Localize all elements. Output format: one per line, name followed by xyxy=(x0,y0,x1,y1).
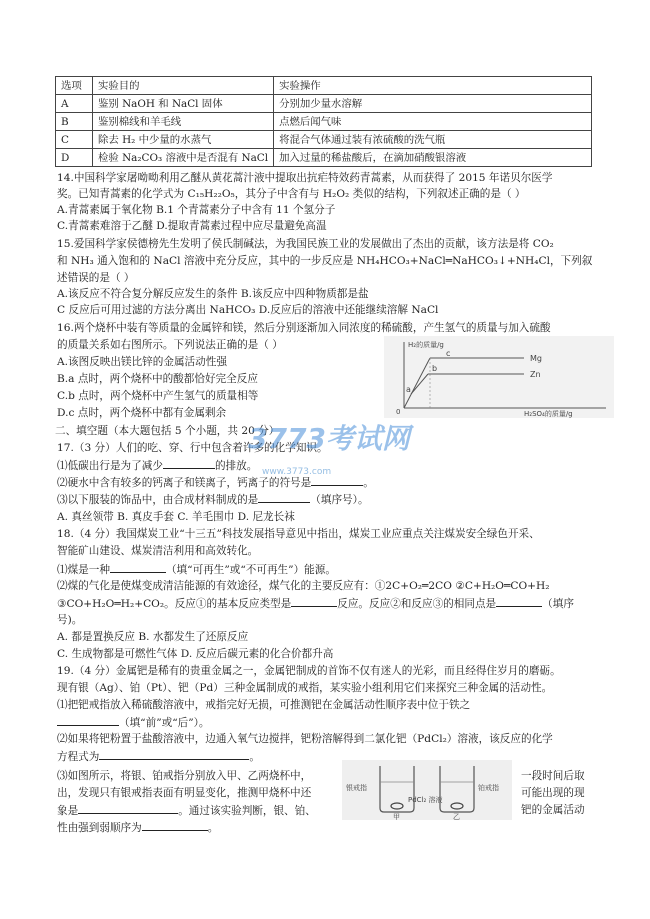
question-19-line: （填“前”或“后”）。 xyxy=(57,715,210,730)
question-19-line: 方程式为 。 xyxy=(57,751,260,763)
graph-origin: 0 xyxy=(396,408,401,416)
table-cell: 鉴别棉线和羊毛线 xyxy=(93,113,274,131)
table-cell: 点燃后闻气味 xyxy=(274,113,592,131)
beaker-right-label: 铂戒指 xyxy=(478,784,499,792)
option-line: A.该反应不符合复分解反应发生的条件 B.该反应中四种物质都是盐 xyxy=(57,288,369,300)
question-19-line: 19.（4 分）金属钯是稀有的贵重金属之一，金属钯制成的首饰不仅有迷人的光彩，而且经得住岁月的磨砺。 xyxy=(57,665,561,677)
table-row xyxy=(56,95,592,113)
table-cell: 检验 Na₂CO₃ 溶液中是否混有 NaCl xyxy=(93,149,274,167)
table-cell: A xyxy=(56,95,93,113)
options-table xyxy=(55,76,592,167)
section-heading: 二、填空题（本大题包括 5 个小题，共 20 分） xyxy=(55,425,280,437)
graph-xlabel: H₂SO₄的质量/g xyxy=(524,410,573,418)
solution-label: PdCl₂ 溶液 xyxy=(408,796,443,804)
graph-series-label: Mg xyxy=(530,354,542,363)
question-19-line: ⑴把钯戒指放入稀硫酸溶液中，戒指完好无损，可推测钯在金属活动性顺序表中位于铁之 xyxy=(57,699,471,711)
question-14-line: 奖。已知青蒿素的化学式为 C₁₅H₂₂O₅，其分子中含有与 H₂O₂ 类似的结构，下列叙述正确的是（ ） xyxy=(57,188,526,200)
question-17-line: ⑵硬水中含有较多的钙离子和镁离子，钙离子的符号是 。 xyxy=(57,477,374,489)
beaker-right-name: 乙 xyxy=(453,813,460,820)
beaker-left-name: 甲 xyxy=(393,813,400,820)
question-19-line: ⑶如图所示，将银、铂戒指分别放入甲、乙两烧杯中， xyxy=(57,770,312,782)
question-17-line: ⑴低碳出行是为了减少 的排放。 xyxy=(57,460,258,472)
table-row xyxy=(56,131,592,149)
option-line: A.青蒿素属于氧化物 B.1 个青蒿素分子中含有 11 个氢分子 xyxy=(57,204,336,216)
question-16-line: 的质量关系如右图所示。下列说法正确的是（ ） xyxy=(57,339,283,351)
question-17-line: 17.（3 分）人们的吃、穿、行中包含着许多的化学知识。 xyxy=(57,442,328,454)
graph-ylabel: H₂的质量/g xyxy=(408,341,444,349)
option-line: D.c 点时，两个烧杯中都有金属剩余 xyxy=(57,407,227,419)
graph-point-label: b xyxy=(432,364,438,373)
question-18-line: 号)。 xyxy=(57,614,83,626)
option-line: C. 生成物都是可燃性气体 D. 反应后碳元素的化合价都升高 xyxy=(57,648,334,660)
question-19-line: 可能出现的现 xyxy=(521,787,585,799)
table-cell: B xyxy=(56,113,93,131)
beakers-figure xyxy=(342,760,512,820)
option-line: B.a 点时，两个烧杯中的酸都恰好完全反应 xyxy=(57,373,258,385)
table-row xyxy=(56,113,592,131)
table-cell: 鉴别 NaOH 和 NaCl 固体 xyxy=(93,95,274,113)
table-cell: 将混合气体通过装有浓硫酸的洗气瓶 xyxy=(274,131,592,149)
hydrogen-mass-graph xyxy=(384,336,614,418)
question-19-line: 一段时间后取 xyxy=(521,770,585,782)
watermark-url: www.3773.com xyxy=(262,467,332,477)
question-19-line: 现有银（Ag）、铂（Pt）、钯（Pd）三种金属制成的戒指，某实验小组利用它们来探究三种金属的活动性。 xyxy=(57,682,553,694)
question-15-line: 15.爱国科学家侯德榜先生发明了侯氏制碱法，为我国民族工业的发展做出了杰出的贡献，该方法是将 CO₂ xyxy=(57,238,554,250)
question-18-line: ⑵煤的气化是使煤变成清洁能源的有效途径，煤气化的主要反应有：①2C+O₂═2CO ②C+H₂O═CO+H₂ xyxy=(57,580,550,592)
question-15-line: 述错误的是（ ） xyxy=(57,272,135,284)
question-18-line: 18.（4 分）我国煤炭工业“十三五”科技发展指导意见中指出，煤炭工业应重点关注煤炭安全绿色开采、 xyxy=(57,528,540,540)
question-16-line: 16.两个烧杯中装有等质量的金属锌和镁，然后分别逐渐加入同浓度的稀硫酸，产生氢气的质量与加入硫酸 xyxy=(57,322,551,334)
table-cell: D xyxy=(56,149,93,167)
table-header-cell: 选项 xyxy=(56,77,93,95)
table-cell: C xyxy=(56,131,93,149)
option-line: A. 都是置换反应 B. 水都发生了还原反应 xyxy=(57,631,249,643)
question-15-line: 和 NH₃ 通入饱和的 NaCl 溶液中充分反应，其中的一步反应是 NH₄HCO₃+NaCl═NaHCO₃↓+NH₄Cl，下列叙 xyxy=(57,255,593,267)
table-header-cell: 实验操作 xyxy=(274,77,592,95)
question-19-line: 出，发现只有银戒指表面有明显变化，推测甲烧杯中还 xyxy=(57,787,312,799)
table-cell: 除去 H₂ 中少量的水蒸气 xyxy=(93,131,274,149)
graph-series-label: Zn xyxy=(530,370,541,379)
table-cell: 分别加少量水溶解 xyxy=(274,95,592,113)
table-cell: 加入过量的稀盐酸后，在滴加硝酸银溶液 xyxy=(274,149,592,167)
watermark-logo: 3773考试网 xyxy=(248,422,410,455)
table-header-cell: 实验目的 xyxy=(93,77,274,95)
question-19-line: ⑵如果将钯粉置于盐酸溶液中，边通入氧气边搅拌，钯粉溶解得到二氯化钯（PdCl₂）溶液，该反应的化学 xyxy=(57,733,553,745)
question-18-line: ⑴煤是一种 （填“可再生”或“不可再生”）能源。 xyxy=(57,564,336,576)
option-line: A. 真丝领带 B. 真皮手套 C. 羊毛围巾 D. 尼龙长袜 xyxy=(57,511,295,523)
question-19-line: 钯的金属活动 xyxy=(521,804,585,816)
question-18-line: 智能矿山建设、煤炭清洁利用和高效转化。 xyxy=(57,545,259,557)
question-19-line: 象是 。通过该实验判断，银、铂、 xyxy=(57,805,316,817)
question-14-line: 14.中国科学家屠呦呦利用乙醚从黄花蒿汁液中提取出抗疟特效药青蒿素，从而获得了 2015 年诺贝尔医学 xyxy=(57,172,553,184)
question-17-line: ⑶以下服装的饰品中，由合成材料制成的是 （填序号）。 xyxy=(57,494,369,506)
option-line: A.该图反映出镁比锌的金属活动性强 xyxy=(57,356,227,368)
question-19-line: 性由强到弱顺序为 。 xyxy=(57,822,219,834)
table-header-row xyxy=(56,77,592,95)
graph-point-label: a xyxy=(406,385,411,394)
question-18-line: ③CO+H₂O═H₂+CO₂。反应①的基本反应类型是 反应。反应②和反应③的相同点是 （填序 xyxy=(57,598,574,610)
option-line: C.b 点时，两个烧杯中产生氢气的质量相等 xyxy=(57,390,259,402)
option-line: C 反应后可用过滤的方法分离出 NaHCO₃ D.反应后的溶液中还能继续溶解 NaCl xyxy=(57,304,439,316)
beaker-left-label: 银戒指 xyxy=(346,784,367,792)
table-row xyxy=(56,149,592,167)
graph-point-label: c xyxy=(446,349,451,358)
option-line: C.青蒿素难溶于乙醚 D.提取青蒿素过程中应尽量避免高温 xyxy=(57,220,327,232)
